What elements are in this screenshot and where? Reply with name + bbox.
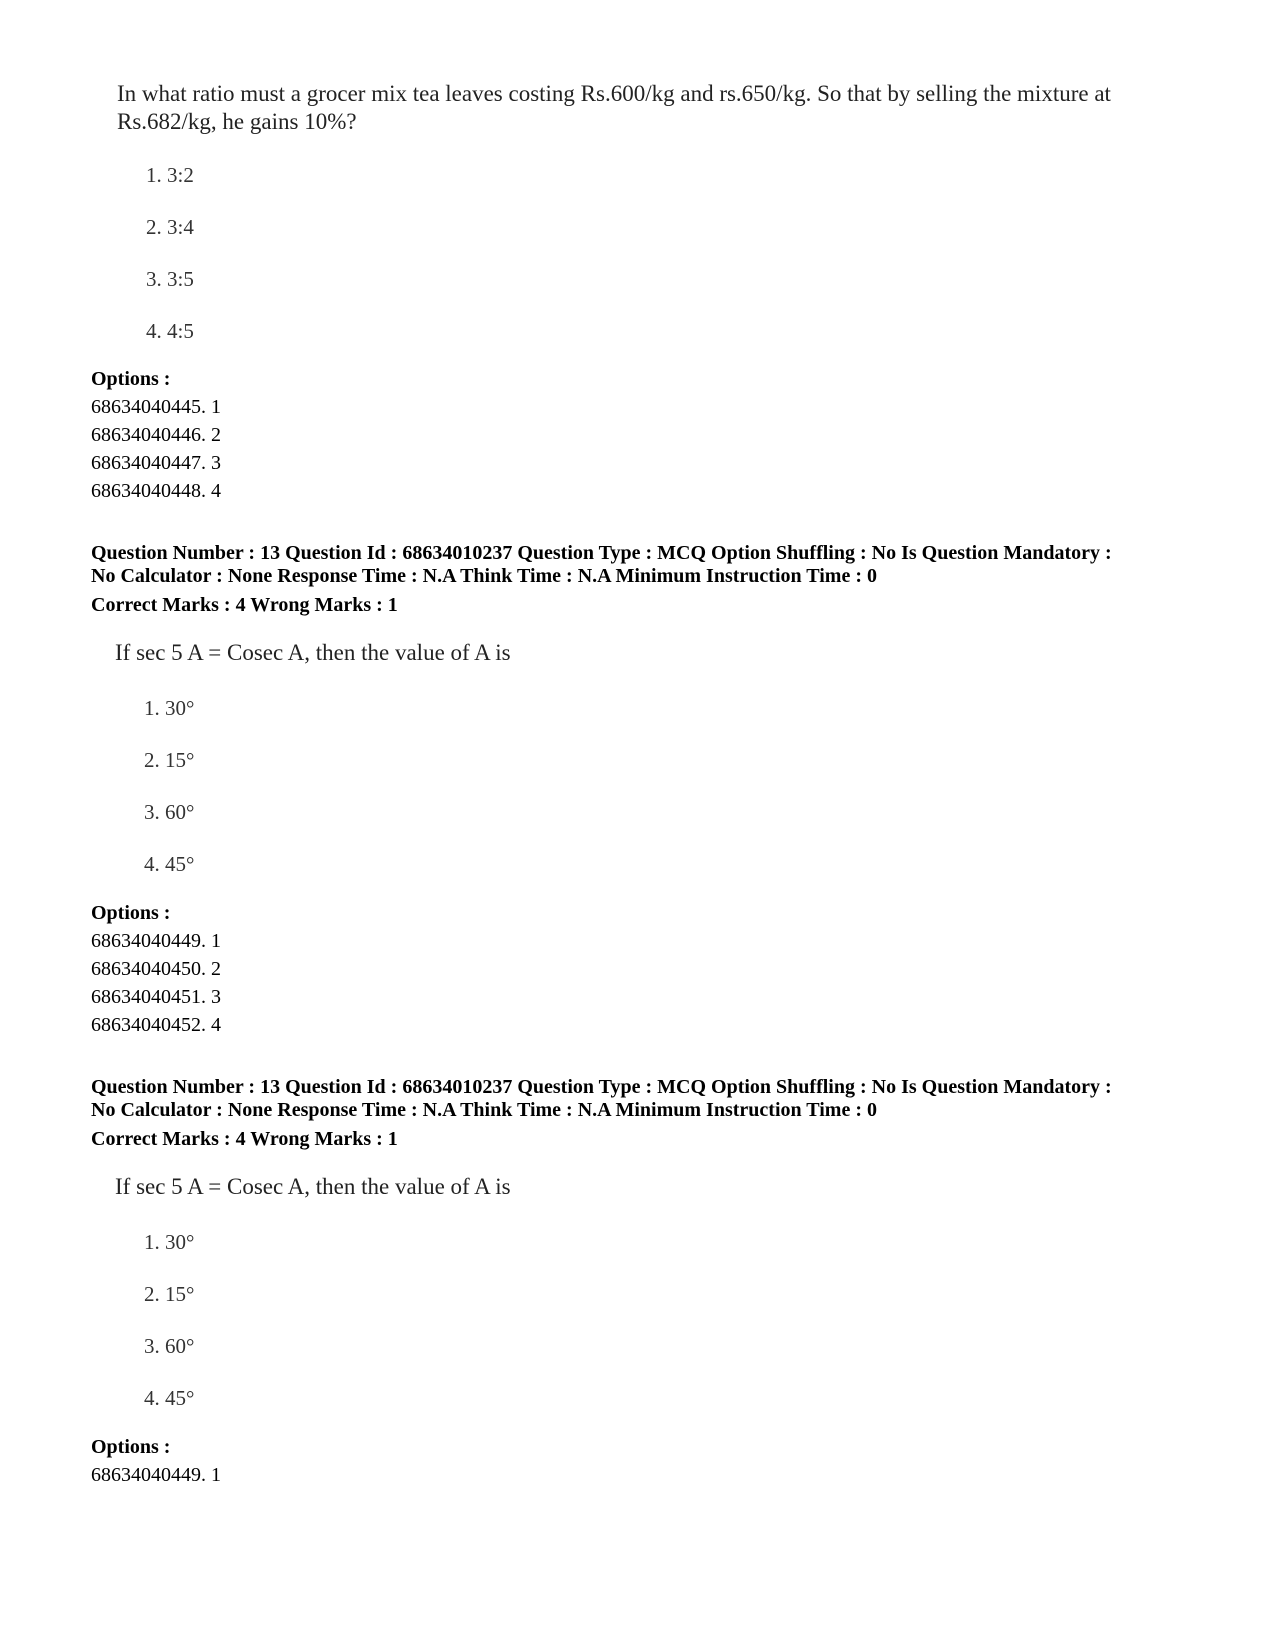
choice-1: 1. 3:2 [146,163,194,187]
option-id-1: 68634040445. 1 [91,396,221,418]
question-meta-line-1: Question Number : 13 Question Id : 68634010237 Question Type : MCQ Option Shuffling : No Is Question Mandatory : [91,542,1112,564]
choice-3: 3. 60° [144,1334,195,1358]
choice-4: 4. 45° [144,852,195,876]
option-id-2: 68634040446. 2 [91,424,221,446]
choice-4: 4. 4:5 [146,319,194,343]
question-stem: If sec 5 A = Cosec A, then the value of A is [115,1174,511,1199]
marks-line: Correct Marks : 4 Wrong Marks : 1 [91,1128,398,1150]
options-label: Options : [91,1436,171,1458]
option-id-2: 68634040450. 2 [91,958,221,980]
choice-1: 1. 30° [144,1230,195,1254]
marks-line: Correct Marks : 4 Wrong Marks : 1 [91,594,398,616]
choice-2: 2. 15° [144,748,195,772]
question-meta-line-1: Question Number : 13 Question Id : 68634010237 Question Type : MCQ Option Shuffling : No Is Question Mandatory : [91,1076,1112,1098]
option-id-1: 68634040449. 1 [91,1464,221,1486]
question-stem-line-2: Rs.682/kg, he gains 10%? [117,109,357,134]
options-label: Options : [91,368,171,390]
choice-3: 3. 60° [144,800,195,824]
option-id-4: 68634040448. 4 [91,480,221,502]
choice-1: 1. 30° [144,696,195,720]
choice-3: 3. 3:5 [146,267,194,291]
choice-4: 4. 45° [144,1386,195,1410]
option-id-1: 68634040449. 1 [91,930,221,952]
options-label: Options : [91,902,171,924]
option-id-3: 68634040451. 3 [91,986,221,1008]
question-meta-line-2: No Calculator : None Response Time : N.A Think Time : N.A Minimum Instruction Time : 0 [91,565,877,587]
question-meta-line-2: No Calculator : None Response Time : N.A Think Time : N.A Minimum Instruction Time : 0 [91,1099,877,1121]
choice-2: 2. 15° [144,1282,195,1306]
question-stem-line-1: In what ratio must a grocer mix tea leaves costing Rs.600/kg and rs.650/kg. So that by selling the mixture at [117,81,1111,106]
choice-2: 2. 3:4 [146,215,194,239]
option-id-3: 68634040447. 3 [91,452,221,474]
question-stem: If sec 5 A = Cosec A, then the value of A is [115,640,511,665]
option-id-4: 68634040452. 4 [91,1014,221,1036]
